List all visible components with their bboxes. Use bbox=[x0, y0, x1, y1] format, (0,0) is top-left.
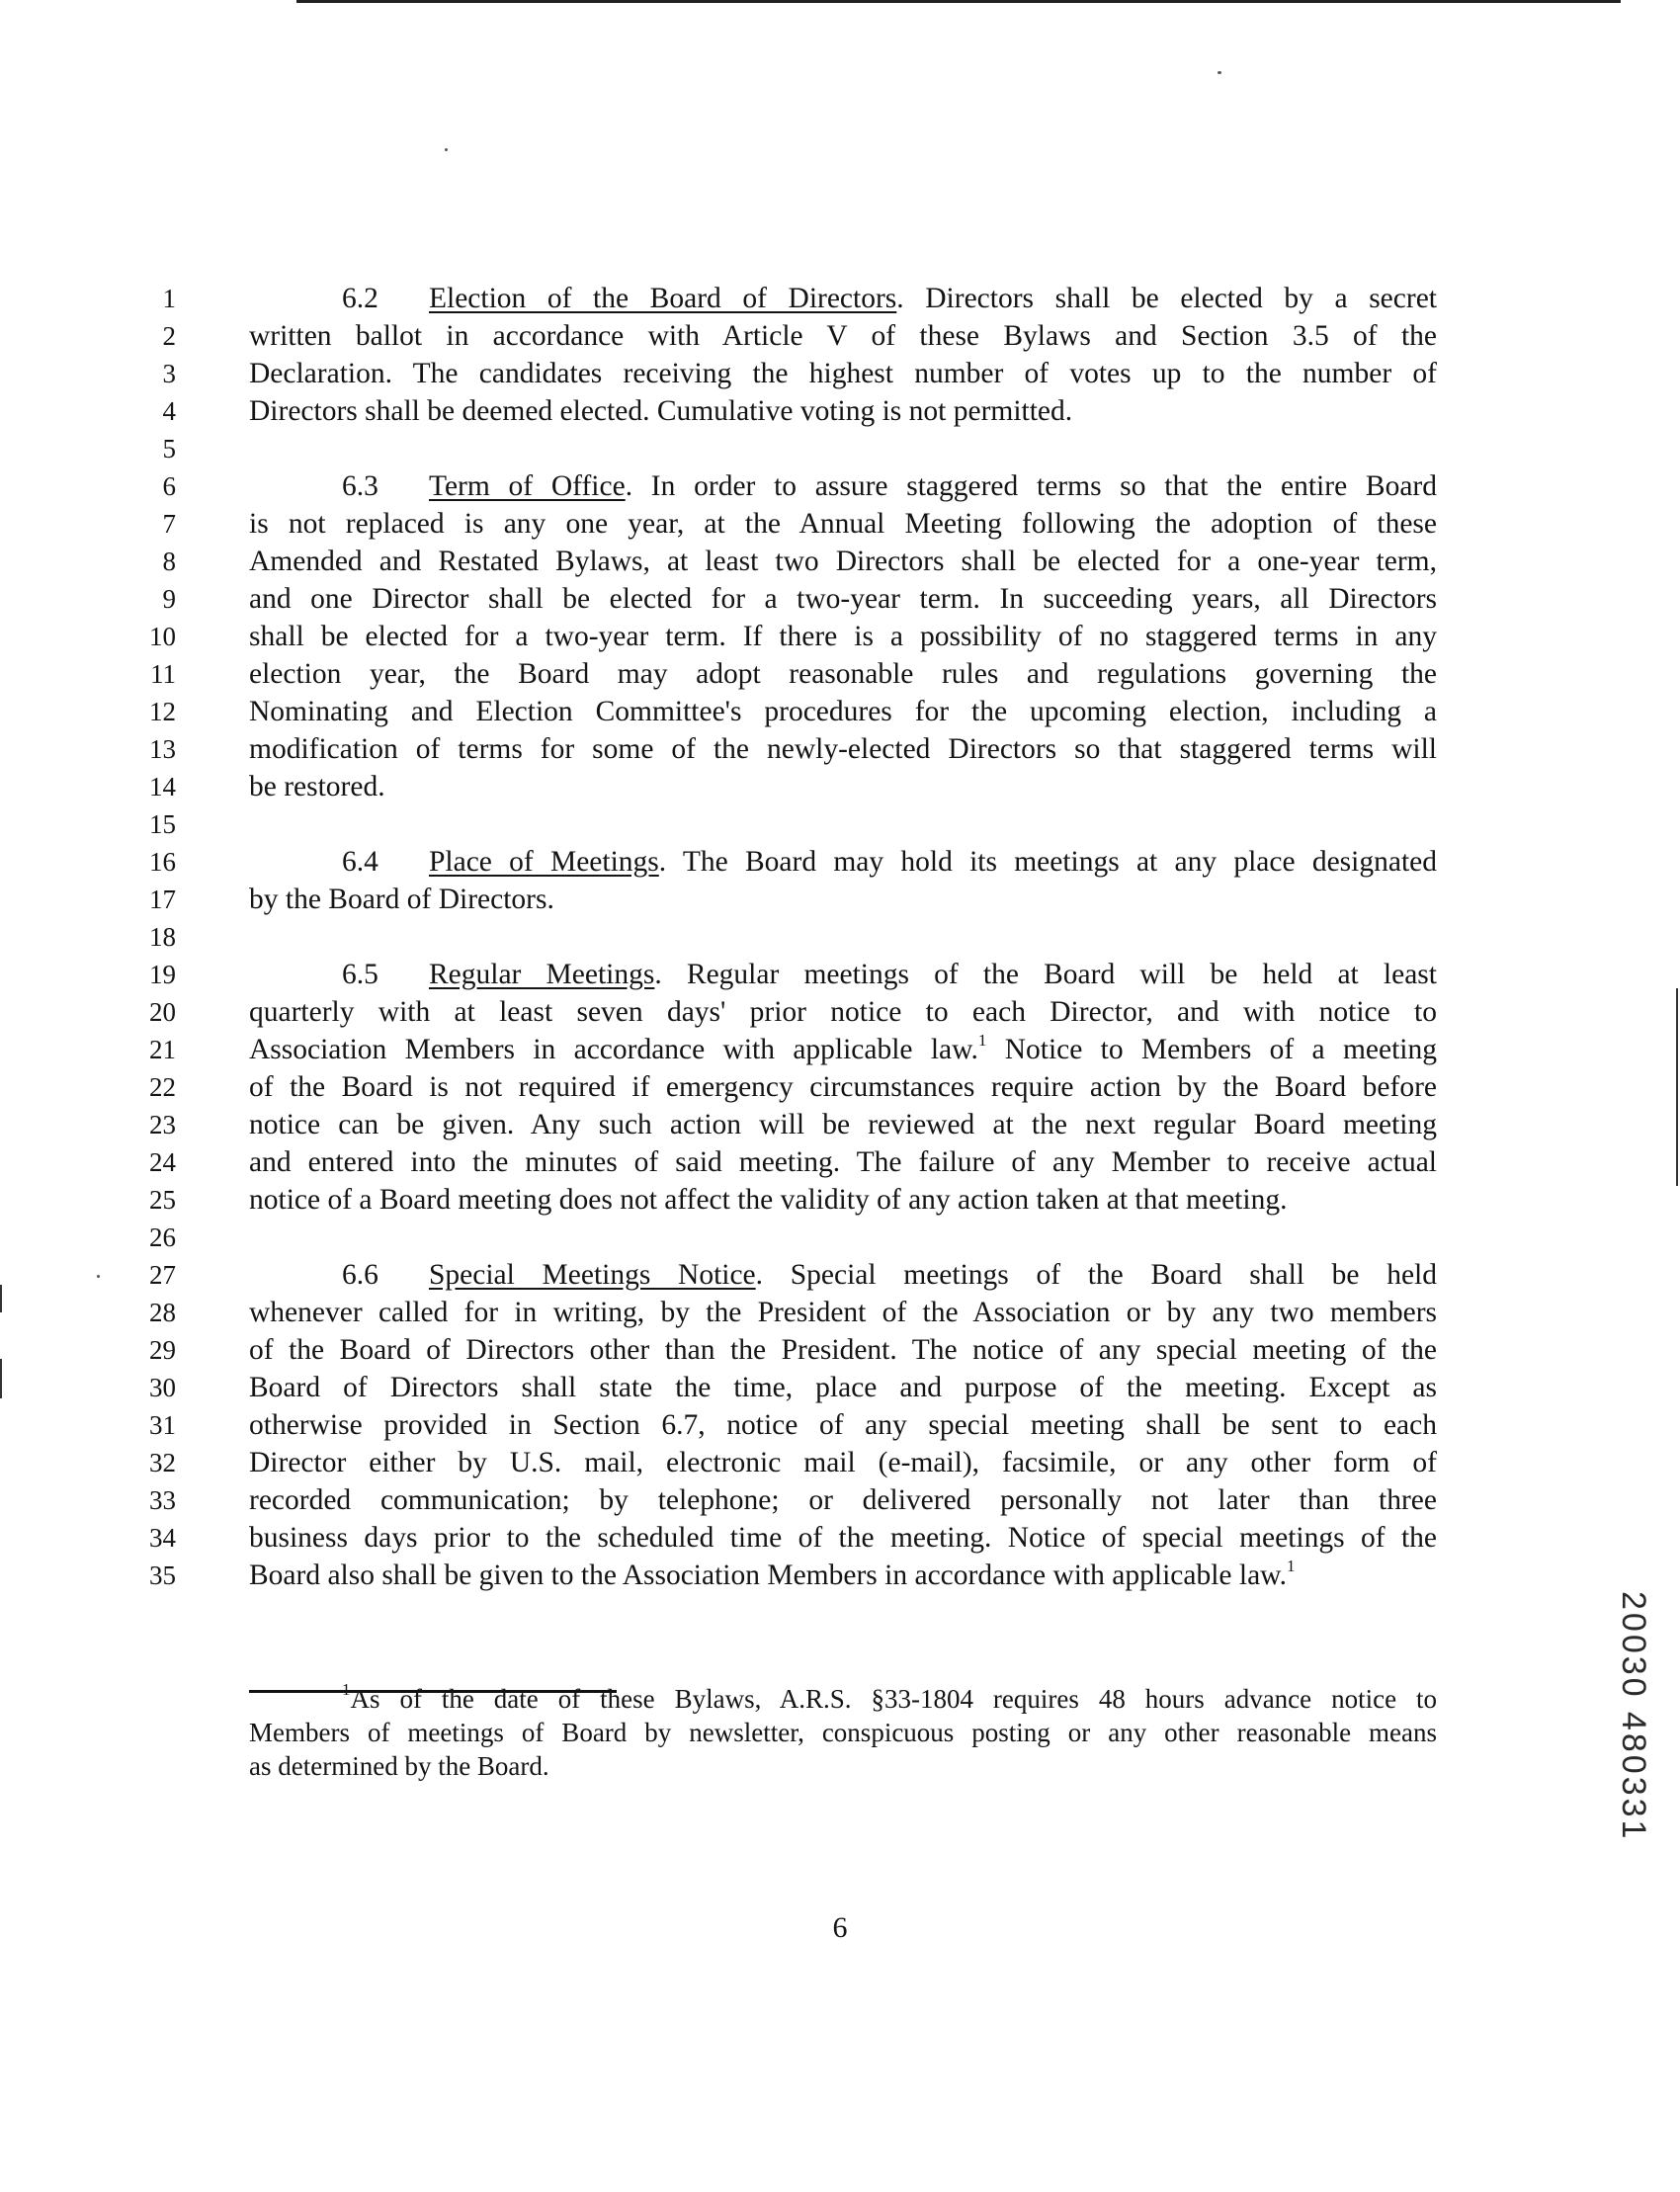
line-number: 4 bbox=[162, 396, 176, 426]
line-number: 31 bbox=[149, 1410, 176, 1440]
section-number: 6.6 bbox=[342, 1259, 378, 1291]
line-number: 7 bbox=[162, 509, 176, 539]
footnote-marker: 1 bbox=[342, 1680, 351, 1699]
line-number: 13 bbox=[149, 734, 176, 764]
section-text-line: shall be elected for a two-year term. If there is a possibility of no staggered terms in any bbox=[249, 621, 1437, 652]
section-text-line: business days prior to the scheduled time of the meeting. Notice of special meetings of the bbox=[249, 1522, 1437, 1554]
section-text-line: notice can be given. Any such action will be reviewed at the next regular Board meeting bbox=[249, 1109, 1437, 1140]
line-number: 34 bbox=[149, 1523, 176, 1553]
section-text-line: Board of Directors shall state the time, place and purpose of the meeting. Except as bbox=[249, 1372, 1437, 1403]
line-number: 19 bbox=[149, 960, 176, 989]
line-number: 8 bbox=[162, 547, 176, 576]
line-number: 35 bbox=[149, 1560, 176, 1590]
section-6-4-line-1 bbox=[249, 843, 1437, 881]
scan-speck bbox=[1218, 71, 1221, 74]
section-6-2-line-1 bbox=[249, 280, 1437, 317]
footnote-line: as determined by the Board. bbox=[249, 1751, 549, 1781]
line-number: 20 bbox=[149, 997, 176, 1027]
section-6-6-line-1 bbox=[249, 1256, 1437, 1294]
footnote-text: As of the date of these Bylaws, A.R.S. §33-1804 requires 48 hours advance notice to bbox=[350, 1684, 1437, 1714]
line-number: 16 bbox=[149, 847, 176, 877]
section-6-5-line-1 bbox=[249, 956, 1437, 993]
section-text: Notice to Members of a meeting bbox=[986, 1034, 1437, 1065]
scan-top-rule bbox=[296, 0, 1621, 3]
section-text: . The Board may hold its meetings at any place designated bbox=[658, 846, 1437, 878]
section-text-line: election year, the Board may adopt reasonable rules and regulations governing the bbox=[249, 658, 1437, 690]
section-text-line: by the Board of Directors. bbox=[249, 884, 554, 915]
footnote-line bbox=[249, 1682, 1437, 1716]
section-text: Board also shall be given to the Association Members in accordance with applicable law. bbox=[249, 1560, 1287, 1591]
line-number: 15 bbox=[149, 809, 176, 839]
footnote-reference: 1 bbox=[1286, 1557, 1296, 1575]
section-text-line: Directors shall be deemed elected. Cumulative voting is not permitted. bbox=[249, 395, 1073, 427]
line-number: 2 bbox=[162, 321, 176, 351]
line-number: 25 bbox=[149, 1185, 176, 1215]
section-heading: Regular Meetings bbox=[429, 959, 655, 990]
section-text-line: is not replaced is any one year, at the Annual Meeting following the adoption of these bbox=[249, 508, 1437, 540]
footnote-line: Members of meetings of Board by newsletter, conspicuous posting or any other reasonable means bbox=[249, 1718, 1437, 1747]
line-number: 30 bbox=[149, 1373, 176, 1402]
section-text: . Special meetings of the Board shall be held bbox=[755, 1259, 1437, 1291]
section-text-line: modification of terms for some of the newly-elected Directors so that staggered terms will bbox=[249, 733, 1437, 765]
scan-speck bbox=[445, 148, 448, 151]
line-number: 29 bbox=[149, 1335, 176, 1365]
section-text-line: Nominating and Election Committee's procedures for the upcoming election, including a bbox=[249, 696, 1437, 727]
section-heading: Election of the Board of Directors bbox=[429, 283, 897, 314]
section-text-line-with-footnote bbox=[249, 1031, 1437, 1068]
section-text-line: and one Director shall be elected for a two-year term. In succeeding years, all Directors bbox=[249, 583, 1437, 615]
line-number: 12 bbox=[149, 697, 176, 726]
line-number: 24 bbox=[149, 1147, 176, 1177]
scan-left-edge bbox=[0, 1285, 2, 1312]
section-text-line: of the Board is not required if emergency circumstances require action by the Board before bbox=[249, 1071, 1437, 1103]
line-number: 17 bbox=[149, 885, 176, 914]
footnote-reference: 1 bbox=[977, 1031, 987, 1050]
line-number: 11 bbox=[150, 659, 176, 689]
section-heading: Special Meetings Notice bbox=[429, 1259, 756, 1291]
page-number: 6 bbox=[832, 1911, 848, 1944]
line-number: 23 bbox=[149, 1110, 176, 1139]
line-number: 14 bbox=[149, 772, 176, 801]
line-number: 10 bbox=[149, 622, 176, 651]
section-text-line: be restored. bbox=[249, 771, 385, 802]
scan-left-edge bbox=[0, 1359, 2, 1398]
section-text: . Regular meetings of the Board will be held at least bbox=[654, 959, 1437, 990]
section-heading: Place of Meetings bbox=[429, 846, 659, 878]
line-number: 27 bbox=[149, 1260, 176, 1290]
section-text: Association Members in accordance with applicable law. bbox=[249, 1034, 978, 1065]
section-text-line: written ballot in accordance with Article V of these Bylaws and Section 3.5 of the bbox=[249, 320, 1437, 352]
line-number: 6 bbox=[162, 471, 176, 501]
section-text-line: Director either by U.S. mail, electronic mail (e-mail), facsimile, or any other form of bbox=[249, 1447, 1437, 1478]
section-number: 6.5 bbox=[342, 959, 378, 990]
section-heading: Term of Office bbox=[429, 470, 626, 502]
section-text-line: Amended and Restated Bylaws, at least two Directors shall be elected for a one-year term, bbox=[249, 546, 1437, 577]
line-number: 33 bbox=[149, 1485, 176, 1515]
section-text-line: notice of a Board meeting does not affect the validity of any action taken at that meeting. bbox=[249, 1184, 1288, 1216]
section-number: 6.3 bbox=[342, 470, 378, 502]
line-number: 26 bbox=[149, 1222, 176, 1252]
section-number: 6.4 bbox=[342, 846, 378, 878]
section-text-line: Declaration. The candidates receiving the highest number of votes up to the number of bbox=[249, 358, 1437, 389]
section-text: . In order to assure staggered terms so that the entire Board bbox=[625, 470, 1437, 502]
line-number: 18 bbox=[149, 922, 176, 952]
scan-right-edge bbox=[1676, 988, 1678, 1186]
line-number: 28 bbox=[149, 1298, 176, 1327]
section-text-line: otherwise provided in Section 6.7, notice of any special meeting shall be sent to each bbox=[249, 1409, 1437, 1441]
line-number: 22 bbox=[149, 1072, 176, 1102]
section-text: . Directors shall be elected by a secret bbox=[896, 283, 1437, 314]
section-text-line: and entered into the minutes of said meeting. The failure of any Member to receive actual bbox=[249, 1146, 1437, 1178]
line-number: 21 bbox=[149, 1035, 176, 1064]
section-text-line: quarterly with at least seven days' prior notice to each Director, and with notice to bbox=[249, 996, 1437, 1028]
section-text-line: whenever called for in writing, by the President of the Association or by any two members bbox=[249, 1297, 1437, 1328]
line-number: 1 bbox=[162, 284, 176, 313]
recording-stamp: 20030 480331 bbox=[1615, 1591, 1652, 1842]
section-text-line: of the Board of Directors other than the President. The notice of any special meeting of the bbox=[249, 1334, 1437, 1366]
scan-speck bbox=[97, 1275, 100, 1278]
line-number: 3 bbox=[162, 359, 176, 388]
section-text-line-with-footnote bbox=[249, 1557, 1437, 1594]
section-text-line: recorded communication; by telephone; or delivered personally not later than three bbox=[249, 1484, 1437, 1516]
line-number: 9 bbox=[162, 584, 176, 614]
line-number: 32 bbox=[149, 1448, 176, 1477]
line-number: 5 bbox=[162, 434, 176, 464]
section-number: 6.2 bbox=[342, 283, 378, 314]
section-6-3-line-1 bbox=[249, 467, 1437, 505]
